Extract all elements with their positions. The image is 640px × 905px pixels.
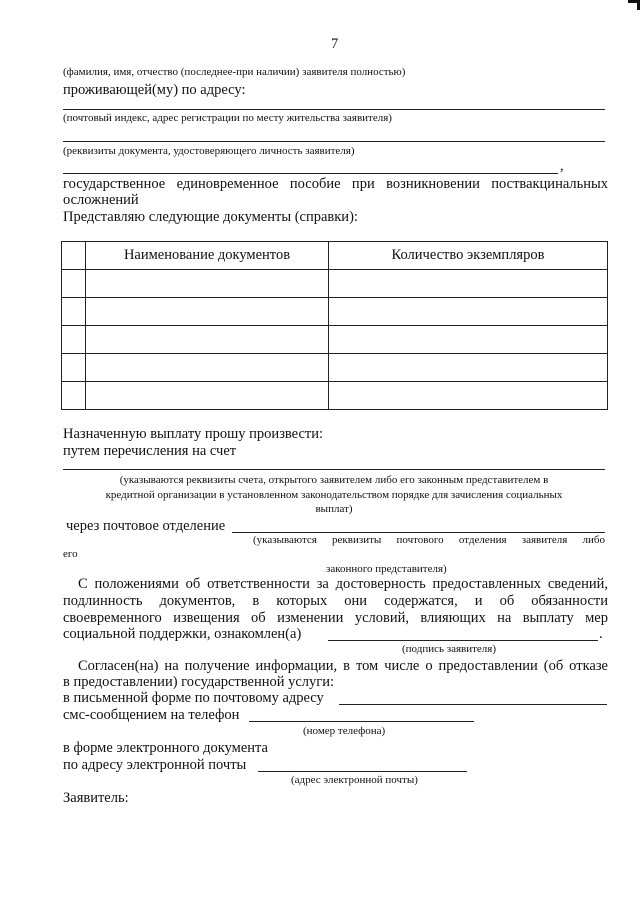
table-cell[interactable] (62, 354, 86, 382)
postal-caption: (почтовый индекс, адрес регистрации по месту жительства заявителя) (63, 112, 392, 124)
address-label: проживающей(му) по адресу: (63, 82, 246, 98)
table-header-count: Количество экземпляров (329, 242, 608, 270)
email-label: по адресу электронной почты (63, 757, 247, 773)
sms-label: смс-сообщением на телефон (63, 707, 240, 723)
table-header-name: Наименование документов (86, 242, 329, 270)
table-cell[interactable] (86, 326, 329, 354)
table-cell[interactable] (329, 354, 608, 382)
applicant-label: Заявитель: (63, 790, 129, 806)
responsibility-line-1: С положениями об ответственности за достоверность предоставленных сведений, (78, 576, 608, 592)
table-row (62, 298, 608, 326)
table-cell[interactable] (329, 270, 608, 298)
table-row (62, 354, 608, 382)
responsibility-line-2: подлинность документов, в которых они содержатся, и об обязанности (63, 593, 608, 609)
postal-address-line (339, 704, 607, 705)
address-line (63, 109, 605, 110)
table-cell[interactable] (329, 298, 608, 326)
electronic-doc-label: в форме электронного документа (63, 740, 268, 756)
consent-line-2: в предоставлении) государственной услуги: (63, 674, 335, 690)
post-caption-1: (указываются реквизиты почтового отделения заявителя либо (253, 534, 605, 546)
responsibility-end: . (599, 626, 603, 642)
table-cell[interactable] (62, 298, 86, 326)
bank-caption-1: (указываются реквизиты счета, открытого заявителем либо его законным представителем в (119, 474, 549, 486)
page-number: 7 (331, 36, 339, 52)
payment-intro: Назначенную выплату прошу произвести: (63, 426, 324, 442)
consent-line-1: Согласен(на) на получение информации, в том числе о предоставлении (об отказе (78, 658, 608, 674)
table-cell[interactable] (86, 270, 329, 298)
bank-caption-3: выплат) (315, 503, 353, 515)
table-row (62, 326, 608, 354)
id-document-caption: (реквизиты документа, удостоверяющего личность заявителя) (63, 145, 355, 157)
id-document-line (63, 141, 605, 142)
table-header-index (62, 242, 86, 270)
responsibility-line-3: своевременного извещения об изменении условий, влияющих на выплату мер (63, 610, 608, 626)
table-header-row (62, 242, 608, 270)
table-cell[interactable] (62, 382, 86, 410)
bank-transfer-label: путем перечисления на счет (63, 443, 237, 459)
comma: , (560, 158, 564, 174)
email-caption: (адрес электронной почты) (291, 774, 418, 786)
table-cell[interactable] (86, 382, 329, 410)
table-cell[interactable] (86, 354, 329, 382)
post-office-label: через почтовое отделение (66, 518, 226, 534)
documents-table (61, 241, 608, 410)
applicant-name-caption: (фамилия, имя, отчество (последнее-при наличии) заявителя полностью) (63, 66, 406, 78)
table-cell[interactable] (329, 382, 608, 410)
table-cell[interactable] (62, 270, 86, 298)
documents-intro: Представляю следующие документы (справки): (63, 209, 358, 225)
bank-account-line (63, 469, 605, 470)
email-line (258, 771, 467, 772)
table-row (62, 382, 608, 410)
phone-line (249, 721, 474, 722)
signature-caption: (подпись заявителя) (402, 643, 497, 655)
post-caption-3: законного представителя) (326, 563, 447, 575)
post-caption-2: его (63, 548, 78, 560)
table-cell[interactable] (86, 298, 329, 326)
bank-caption-2: кредитной организации в установленном законодательством порядке для зачисления социальных (105, 489, 563, 501)
benefit-line-1: государственное единовременное пособие при возникновении поствакцинальных (63, 176, 608, 192)
signature-line (328, 640, 598, 641)
written-form-label: в письменной форме по почтовому адресу (63, 690, 324, 706)
benefit-line-2: осложнений (63, 192, 139, 208)
phone-caption: (номер телефона) (303, 725, 386, 737)
id-details-line (63, 173, 558, 174)
table-row (62, 270, 608, 298)
post-office-line (232, 532, 605, 533)
responsibility-line-4: социальной поддержки, ознакомлен(а) (63, 626, 302, 642)
table-cell[interactable] (329, 326, 608, 354)
table-cell[interactable] (62, 326, 86, 354)
